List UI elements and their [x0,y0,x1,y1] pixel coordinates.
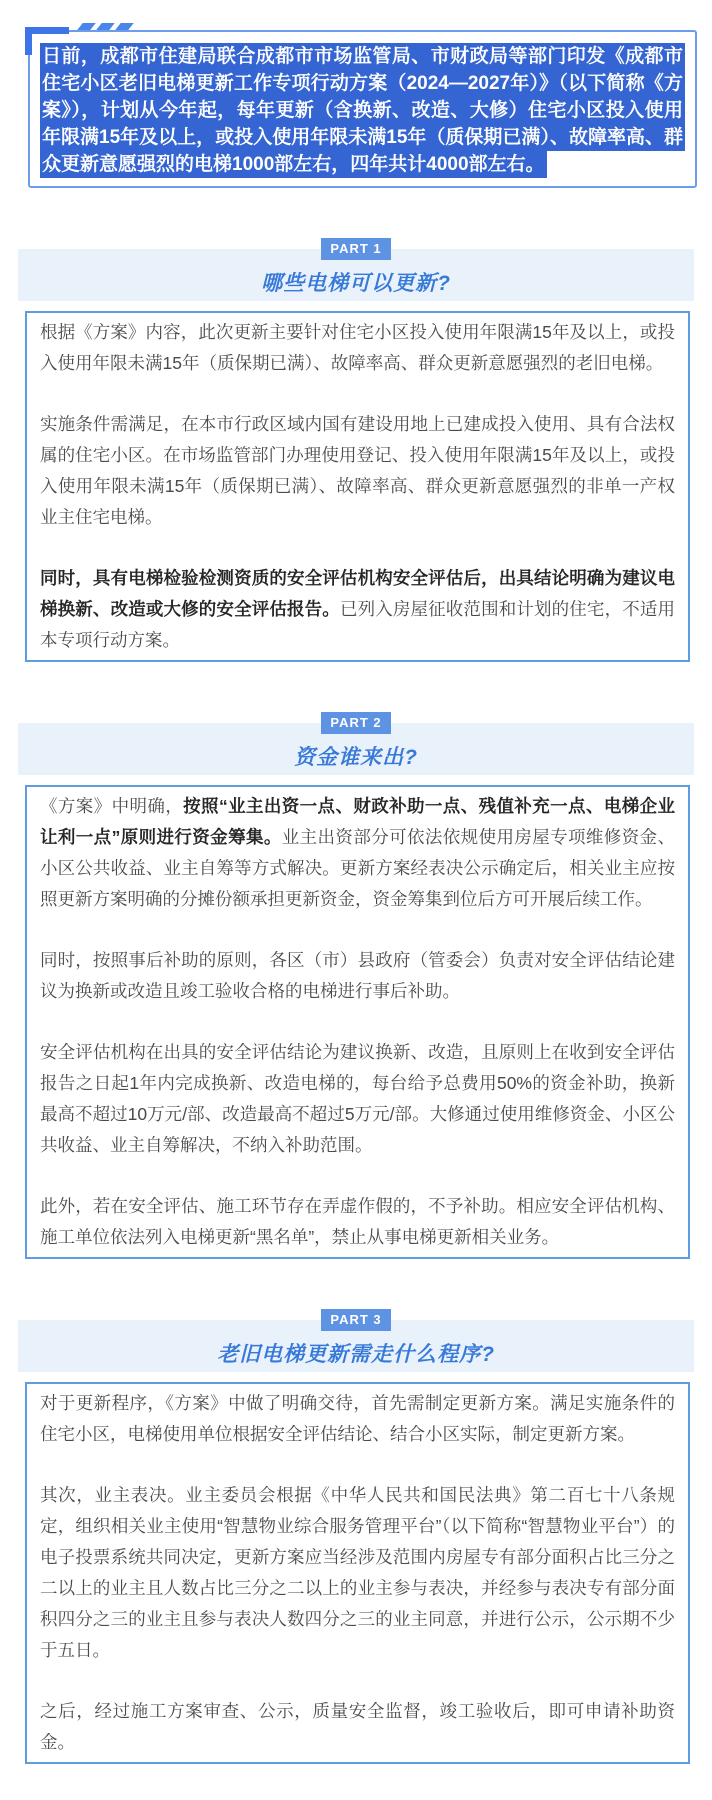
paragraph [40,1191,675,1253]
text-segment: 之后，经过施工方案审查、公示，质量安全监督，竣工验收后，即可申请补助资金。 [40,1701,675,1752]
content-box [25,311,690,662]
bold-text-segment: 按照“业主出资一点、财政补助一点、残值补充一点、电梯企业让利一点”原则进行资金筹集。 [40,796,676,847]
text-segment: 对于更新程序，《方案》中做了明确交待，首先需制定更新方案。满足实施条件的住宅小区，电梯使用单位根据安全评估结论、结合小区实际，制定更新方案。 [40,1393,675,1444]
section-part-3 [0,1309,712,1764]
paragraph [40,791,675,915]
slash-icon [115,23,133,30]
paragraph [40,317,675,379]
text-segment: 同时，按照事后补助的原则，各区（市）县政府（管委会）负责对安全评估结论建议为换新或改造且竣工验收合格的电梯进行事后补助。 [40,950,675,1001]
paragraph [40,1388,675,1450]
highlighted-intro-text: 日前，成都市住建局联合成都市市场监管局、市财政局等部门印发《成都市住宅小区老旧电梯更新工作专项行动方案（2024—2027年）》（以下简称《方案》），计划从今年起，每年更新（含换新、改造、大修）住宅小区投入使用年限满15年及以上，或投入使用年限未满15年（质保期已满）、故障率高、群众更新意愿强烈的电梯1000部左右，四年共计4000部左右。 [40,43,685,178]
paragraph [40,945,675,1007]
content-box [25,1382,690,1764]
paragraph [40,1037,675,1161]
sections-container [0,238,712,1764]
paragraph [40,1696,675,1758]
part-badge: PART 2 [321,712,390,734]
paragraph [40,1480,675,1666]
slash-icon [96,23,114,30]
text-segment: 已列入房屋征收范围和计划的住宅，不适用本专项行动方案。 [40,599,676,650]
part-title: 老旧电梯更新需走什么程序? [217,1343,495,1366]
section-part-2 [0,712,712,1259]
text-segment: 业主出资部分可依法依规使用房屋专项维修资金、小区公共收益、业主自筹等方式解决。更新方案经表决公示确定后，相关业主应按照更新方案明确的分摊份额承担更新资金，资金筹集到位后方可开展后续工作。 [40,827,675,909]
slash-icon [77,23,95,30]
bold-text-segment: 同时，具有电梯检验检测资质的安全评估机构安全评估后，出具结论明确为建议电梯换新、改造或大修的安全评估报告。 [40,568,675,619]
intro-box [28,30,697,188]
text-segment: 此外，若在安全评估、施工环节存在弄虚作假的，不予补助。相应安全评估机构、施工单位依法列入电梯更新“黑名单”，禁止从事电梯更新相关业务。 [40,1196,675,1247]
content-box [25,785,690,1259]
text-segment: 其次，业主表决。业主委员会根据《中华人民共和国民法典》第二百七十八条规定，组织相关业主使用“智慧物业综合服务管理平台”（以下简称“智慧物业平台”）的电子投票系统共同决定，更新方案应当经涉及范围内房屋专有部分面积占比三分之二以上的业主且人数占比三分之二以上的业主参与表决，并经参与表决专有部分面积四分之三的业主且参与表决人数四分之三的业主同意，并进行公示，公示期不少于五日。 [40,1485,675,1660]
part-title: 哪些电梯可以更新? [261,272,451,295]
triple-slash-decoration [80,23,131,30]
section-part-1 [0,238,712,662]
paragraph [40,563,675,656]
text-segment: 根据《方案》内容，此次更新主要针对住宅小区投入使用年限满15年及以上，或投入使用年限未满15年（质保期已满）、故障率高、群众更新意愿强烈的老旧电梯。 [40,322,675,373]
part-badge: PART 3 [321,1309,390,1331]
intro-paragraph [40,43,685,178]
text-segment: 安全评估机构在出具的安全评估结论为建议换新、改造，且原则上在收到安全评估报告之日起1年内完成换新、改造电梯的，每台给予总费用50%的资金补助，换新最高不超过10万元/部、改造最高不超过5万元/部。大修通过使用维修资金、小区公共收益、业主自筹解决，不纳入补助范围。 [40,1042,675,1155]
text-segment: 《方案》中明确， [40,796,184,816]
text-segment: 实施条件需满足，在本市行政区域内国有建设用地上已建成投入使用、具有合法权属的住宅小区。在市场监管部门办理使用登记、投入使用年限满15年及以上，或投入使用年限未满15年（质保期已满）、故障率高、群众更新意愿强烈的非单一产权业主住宅电梯。 [40,414,675,527]
part-title: 资金谁来出? [294,746,418,769]
corner-accent-decoration [25,27,69,55]
paragraph [40,409,675,533]
part-badge: PART 1 [321,238,390,260]
